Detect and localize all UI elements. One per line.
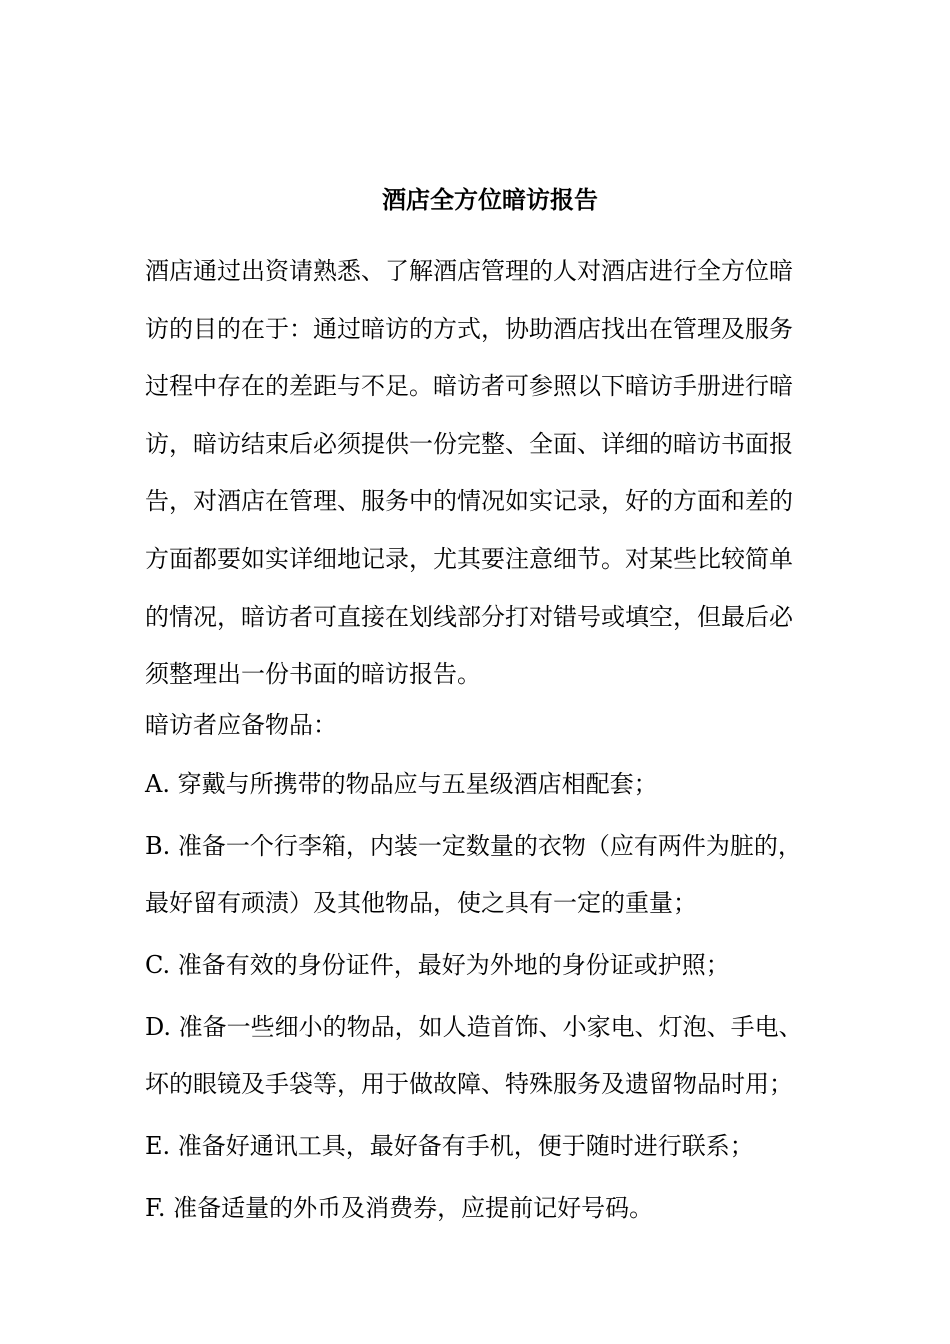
intro-line: 的情况，暗访者可直接在划线部分打对错号或填空，但最后必 bbox=[145, 602, 793, 631]
list-item-line: B. 准备一个行李箱，内装一定数量的衣物（应有两件为脏的， bbox=[145, 832, 802, 860]
intro-paragraph bbox=[145, 243, 845, 704]
list-item-d bbox=[145, 1011, 845, 1100]
list-item-c bbox=[145, 949, 845, 981]
intro-line: 酒店通过出资请熟悉、了解酒店管理的人对酒店进行全方位暗 bbox=[145, 257, 793, 285]
list-item-line: D. 准备一些细小的物品，如人造首饰、小家电、灯泡、手电、 bbox=[145, 1013, 803, 1041]
list-item-line: 最好留有顽渍）及其他物品，使之具有一定的重量； bbox=[145, 889, 697, 917]
list-item-a bbox=[145, 768, 845, 800]
list-item-f bbox=[145, 1192, 845, 1224]
list-item-line: 坏的眼镜及手袋等，用于做故障、特殊服务及遗留物品时用； bbox=[145, 1070, 793, 1098]
section-label: 暗访者应备物品： bbox=[145, 711, 337, 739]
list-item-line: F. 准备适量的外币及消费券，应提前记好号码。 bbox=[145, 1194, 654, 1222]
list-item-line: C. 准备有效的身份证件，最好为外地的身份证或护照； bbox=[145, 951, 730, 979]
intro-line: 过程中存在的差距与不足。暗访者可参照以下暗访手册进行暗 bbox=[145, 372, 793, 401]
list-item-b bbox=[145, 830, 845, 919]
intro-line: 须整理出一份书面的暗访报告。 bbox=[145, 660, 481, 689]
list-item-line: A. 穿戴与所携带的物品应与五星级酒店相配套； bbox=[145, 770, 658, 798]
list-item-line: E. 准备好通讯工具，最好备有手机，便于随时进行联系； bbox=[145, 1132, 754, 1160]
intro-line: 访的目的在于：通过暗访的方式，协助酒店找出在管理及服务 bbox=[145, 314, 793, 343]
intro-line: 访，暗访结束后必须提供一份完整、全面、详细的暗访书面报 bbox=[145, 429, 793, 458]
intro-line: 方面都要如实详细地记录，尤其要注意细节。对某些比较简单 bbox=[145, 544, 793, 573]
document-title: 酒店全方位暗访报告 bbox=[382, 185, 598, 214]
list-item-e bbox=[145, 1130, 845, 1162]
intro-line: 告，对酒店在管理、服务中的情况如实记录，好的方面和差的 bbox=[145, 487, 793, 516]
